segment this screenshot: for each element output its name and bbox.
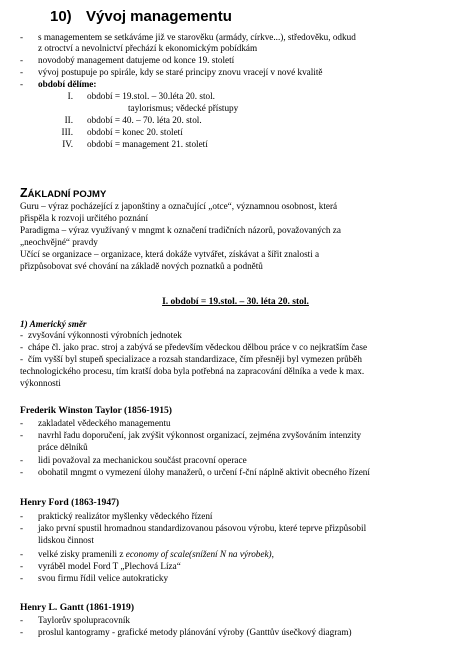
bullet-dash: - (20, 549, 24, 559)
ford-item-2-line-1: jako první spustil hromadnou standardizovanou pásovou výrobu, které teprve přizpůsobil (38, 523, 367, 533)
period-1-text: období = 19.stol. – 30.léta 20. stol. (87, 91, 215, 101)
intro-item-3: vývoj postupuje po spirále, kdy se staré principy znovu vracejí v nové kvalitě (38, 67, 323, 77)
basics-line-6: přizpůsobovat své chování na základě nových poznatků a podnětů (20, 261, 263, 271)
bullet-dash: - (20, 55, 24, 65)
american-direction-heading: 1) Americký směr (20, 319, 87, 329)
gantt-item-1: Taylorův spolupracovník (38, 615, 130, 625)
bullet-dash: - (20, 455, 24, 465)
person-name-gantt: Henry L. Gantt (1861-1919) (20, 602, 135, 613)
taylor-item-2-line-1: navrhl řadu doporučení, jak zvýšit výkonnost organizací, zejména zvyšováním intenzity (38, 430, 362, 440)
bullet-dash: - (20, 32, 24, 42)
period-roman-3: III. (61, 127, 73, 137)
bullet-dash: - (20, 79, 24, 89)
bullet-dash: - (20, 67, 24, 77)
page-title (50, 8, 232, 26)
intro-item-2: novodobý management datujeme od konce 19. století (38, 55, 235, 65)
bullet-dash: - (20, 561, 24, 571)
taylor-item-1: zakladatel vědeckého managementu (38, 418, 171, 428)
title-text: Vývoj managementu (86, 8, 232, 25)
period1-item-3-line-2: technologického procesu, tím kratší doba byla potřebná na zapracování dělníka a vede k max. (20, 366, 365, 376)
gantt-item-2: proslul kantogramy - grafické metody plánování výroby (Ganttův úsečkový diagram) (38, 627, 352, 637)
basics-line-2: přispěla k rozvoji určitého poznání (20, 213, 149, 223)
basics-line-1: Guru – výraz pocházející z japonštiny a označující „otce“, významnou osobnost, která (20, 201, 338, 211)
period-roman-4: IV. (62, 139, 73, 149)
ford-item-1: praktický realizátor myšlenky vědeckého řízení (38, 511, 213, 521)
period-2-text: období = 40. – 70. léta 20. stol. (87, 115, 202, 125)
intro-item-4: období dělíme: (38, 79, 97, 89)
bullet-dash: - (20, 627, 24, 637)
title-number: 10) (50, 8, 72, 25)
person-name-ford: Henry Ford (1863-1947) (20, 497, 120, 508)
bullet-dash: - (20, 354, 24, 364)
period1-item-3-line-3: výkonnosti (20, 378, 61, 388)
basics-line-4: „neochvějné“ pravdy (20, 237, 98, 247)
bullet-dash: - (20, 573, 24, 583)
bullet-dash: - (20, 615, 24, 625)
bullet-dash: - (20, 418, 24, 428)
period-roman-1: I. (67, 91, 73, 101)
period1-item-2: chápe čl. jako prac. stroj a zabývá se především vědeckou dělbou práce v co nejkratším čase (28, 342, 368, 352)
bullet-dash: - (20, 523, 24, 533)
bullet-dash: - (20, 511, 24, 521)
basics-line-5: Učící se organizace – organizace, která dokáže vytvářet, získávat a šířit znalosti a (20, 249, 320, 259)
bullet-dash: - (20, 430, 24, 440)
person-name-taylor: Frederik Winston Taylor (1856-1915) (20, 405, 173, 416)
period-1-heading: I. období = 19.stol. – 30. léta 20. stol. (162, 297, 309, 307)
bullet-dash: - (20, 330, 24, 340)
period-1-extra: taylorismus; vědecké přístupy (128, 103, 239, 113)
bullet-dash: - (20, 342, 24, 352)
period-4-text: období = management 21. století (87, 139, 208, 149)
ford-item-2-line-2: lidskou činnost (38, 535, 94, 545)
period-3-text: období = konec 20. století (87, 127, 183, 137)
section-heading-basic-terms: ZÁKLADNÍ POJMY (20, 186, 107, 200)
taylor-item-3: lidi považoval za mechanickou součást pracovní operace (38, 455, 247, 465)
period-roman-2: II. (64, 115, 73, 125)
intro-item-1-line-1: s managementem se setkáváme již ve starověku (armády, církve...), středověku, odkud (38, 32, 356, 42)
bullet-dash: - (20, 467, 24, 477)
basics-line-3: Paradigma – výraz využívaný v mngmt k označení tradičních názorů, považovaných za (20, 225, 341, 235)
period1-item-3-line-1: čím vyšší byl stupeň specializace a rozsah standardizace, čím přesněji byl vymezen průběh (28, 354, 362, 364)
intro-item-1-line-2: z otroctví a nevolnictví přechází k ekonomickým pobídkám (38, 43, 258, 53)
ford-item-4: vyráběl model Ford T „Plechová Líza“ (38, 561, 181, 571)
ford-item-5: svou firmu řídil velice autokraticky (38, 573, 169, 583)
taylor-item-4: obohatil mngmt o vymezení úlohy manažerů, o určení f-ční náplně aktivit obecného řízení (38, 467, 370, 477)
period1-item-1: zvyšování výkonnosti výrobních jednotek (28, 330, 182, 340)
ford-item-3: velké zisky pramenili z economy of scale(snížení N na výrobek), (38, 549, 274, 559)
taylor-item-2-line-2: práce dělníků (38, 442, 88, 452)
